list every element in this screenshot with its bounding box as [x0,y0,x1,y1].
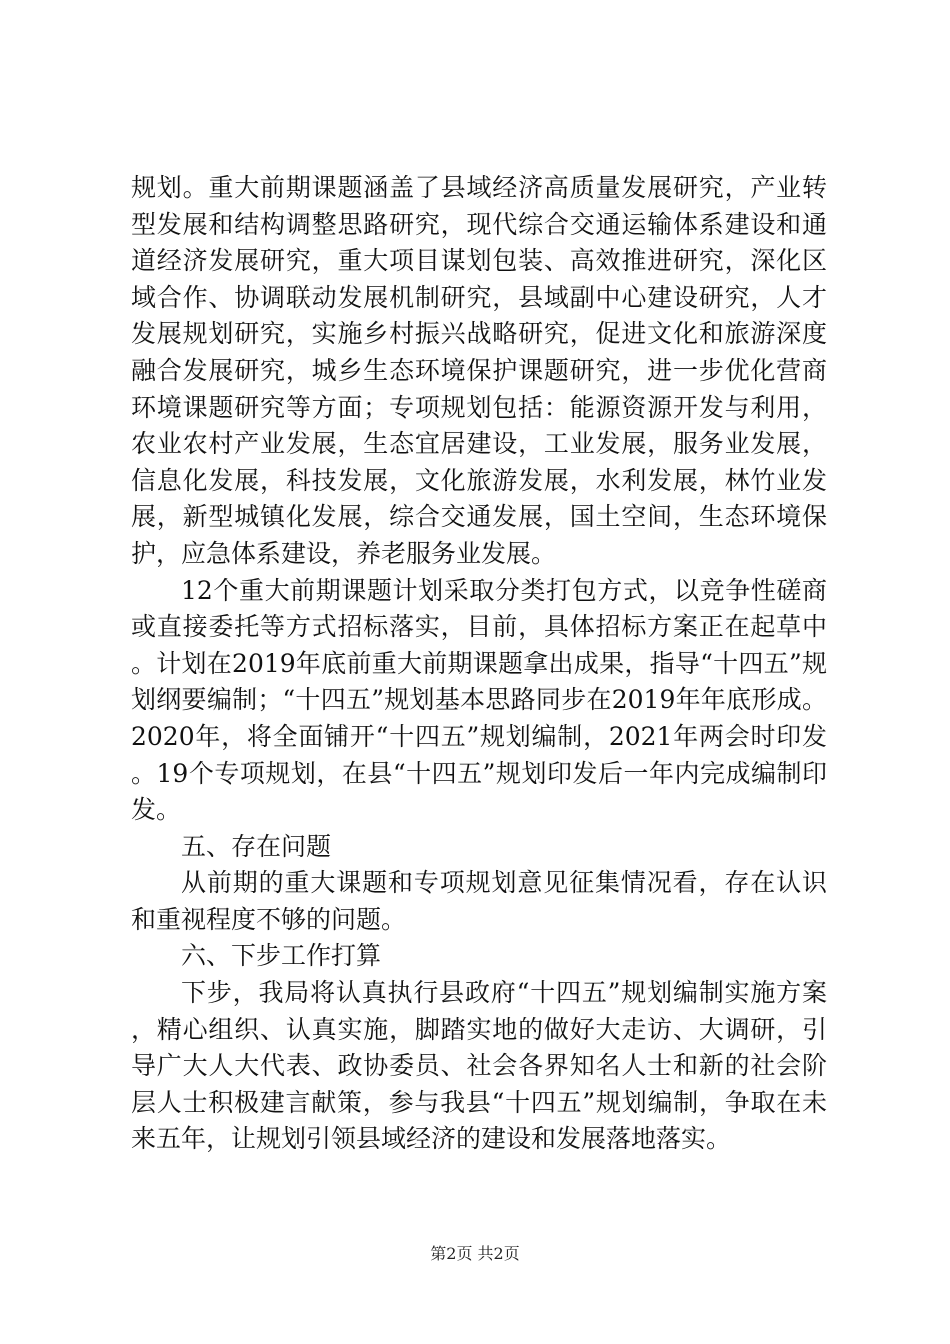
paragraph-planning-scope: 规划。重大前期课题涵盖了县域经济高质量发展研究，产业转型发展和结构调整思路研究，现代综合交通运输体系建设和通道经济发展研究，重大项目谋划包装、高效推进研究，深化区域合作、协调联动发展机制研究，县域副中心建设研究，人才发展规划研究，实施乡村振兴战略研究，促进文化和旅游深度融合发展研究，城乡生态环境保护课题研究，进一步优化营商环境课题研究等方面；专项规划包括：能源资源开发与利用，农业农村产业发展，生态宜居建设，工业发展，服务业发展，信息化发展，科技发展，文化旅游发展，水利发展，林竹业发展，新型城镇化发展，综合交通发展，国土空间，生态环境保护，应急体系建设，养老服务业发展。 [131,173,827,568]
paragraph-tender-schedule: 12个重大前期课题计划采取分类打包方式，以竞争性磋商或直接委托等方式招标落实，目前，具体招标方案正在起草中。计划在2019年底前重大前期课题拿出成果，指导“十四五”规划纲要编制；“十四五”规划基本思路同步在2019年年底形成。2020年，将全面铺开“十四五”规划编制，2021年两会时印发。19个专项规划，在县“十四五”规划印发后一年内完成编制印发。 [131,575,827,825]
paragraph-next-steps: 下步，我局将认真执行县政府“十四五”规划编制实施方案，精心组织、认真实施，脚踏实地的做好大走访、大调研，引导广大人大代表、政协委员、社会各界知名人士和新的社会阶层人士积极建言献策，参与我县“十四五”规划编制，争取在未来五年，让规划引领县域经济的建设和发展落地落实。 [131,978,827,1154]
page-number-footer: 第2页 共2页 [430,1244,520,1263]
section-heading-next-steps: 六、下步工作打算 [181,941,382,971]
document-body [131,170,827,1158]
section-heading-problems: 五、存在问题 [181,831,332,861]
paragraph-problems: 从前期的重大课题和专项规划意见征集情况看，存在认识和重视程度不够的问题。 [131,868,827,934]
